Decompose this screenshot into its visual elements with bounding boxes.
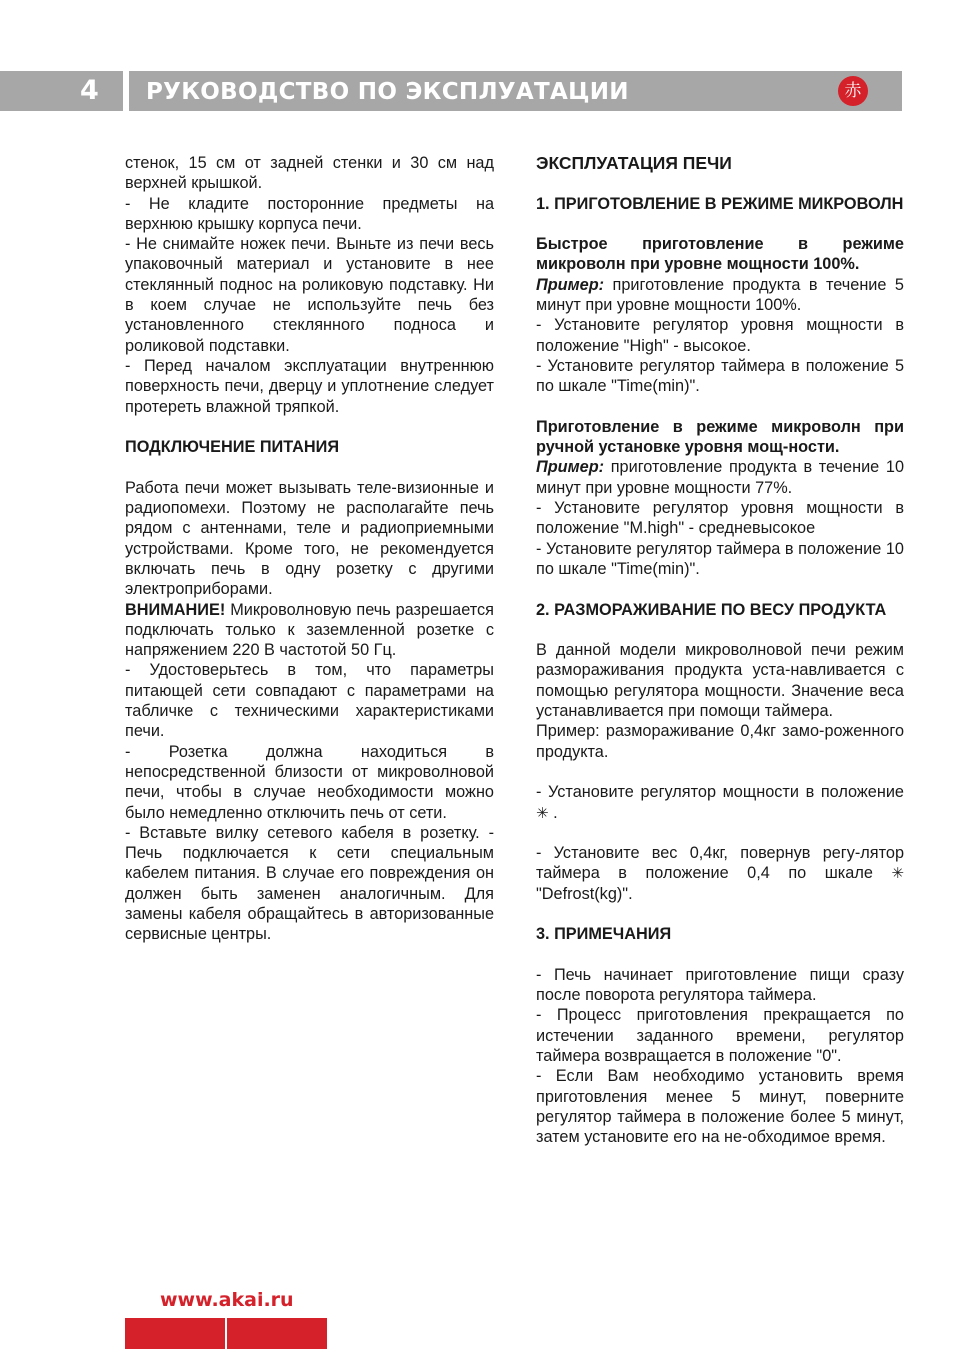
page-title: РУКОВОДСТВО ПО ЭКСПЛУАТАЦИИ bbox=[146, 79, 629, 105]
paragraph: - Установите регулятор уровня мощности в положение "M.high" - средневысокое bbox=[536, 499, 904, 538]
paragraph: - Перед началом эксплуатации внутреннюю поверхность печи, дверцу и уплотнение следует протереть влажной тряпкой. bbox=[125, 356, 494, 416]
paragraph: - Печь начинает приготовление пищи сразу после поворота регулятора таймера. bbox=[536, 965, 904, 1005]
example-label: Пример: bbox=[536, 275, 605, 294]
section-heading-power: ПОДКЛЮЧЕНИЕ ПИТАНИЯ bbox=[125, 438, 340, 457]
paragraph: - Установите регулятор таймера в положение 10 по шкале "Time(min)". bbox=[536, 539, 904, 578]
paragraph: стенок, 15 см от задней стенки и 30 см над верхней крышкой. bbox=[125, 154, 494, 193]
paragraph bbox=[536, 275, 904, 316]
subheading-fast: Быстрое приготовление в режиме микроволн при уровне мощности 100%. bbox=[536, 235, 904, 274]
paragraph bbox=[536, 457, 904, 498]
website-link[interactable]: www.akai.ru bbox=[160, 1289, 294, 1311]
paragraph: - Если Вам необходимо установить время приготовления менее 5 минут, поверните регулятор таймера в положение более 5 минут, затем установите его на не-обходимое время. bbox=[536, 1067, 904, 1147]
example-label: Пример: bbox=[536, 458, 605, 477]
section-heading-notes: 3. ПРИМЕЧАНИЯ bbox=[536, 925, 672, 944]
paragraph bbox=[125, 600, 494, 661]
defrost-icon: ✳ bbox=[891, 864, 904, 883]
subheading-manual: Приготовление в режиме микроволн при ручной установке уровня мощ-ности. bbox=[536, 417, 904, 457]
paragraph: - Не снимайте ножек печи. Выньте из печи весь упаковочный материал и установите в нее стеклянный поднос на роликовую подставку. Ни в коем случае не используйте печь без установленного стеклянного подноса и роликовой подставки. bbox=[125, 235, 494, 355]
paragraph: - Вставьте вилку сетевого кабеля в розетку. - Печь подключается к сети специальным кабелем питания. В случае его повреждения он должен быть заменен аналогичным. Для замены кабеля обращайтесь в авторизованные сервисные центры. bbox=[125, 823, 494, 944]
paragraph: - Не кладите посторонние предметы на верхнюю крышку корпуса печи. bbox=[125, 194, 494, 233]
example-text: приготовление продукта в течение 5 минут при уровне мощности 100%. bbox=[536, 275, 904, 315]
akai-logo-icon: 赤 bbox=[838, 76, 868, 106]
page-header bbox=[0, 71, 902, 111]
paragraph: - Установите регулятор уровня мощности в положение "High" - высокое. bbox=[536, 316, 904, 355]
warning-text: Микроволновую печь разрешается подключать только к заземленной розетке с напряжением 220 В частотой 50 Гц. bbox=[125, 600, 494, 660]
section-heading-microwave: 1. ПРИГОТОВЛЕНИЕ В РЕЖИМЕ МИКРОВОЛН bbox=[536, 194, 904, 213]
header-divider bbox=[123, 71, 129, 111]
section-heading-defrost: 2. РАЗМОРАЖИВАНИЕ ПО ВЕСУ ПРОДУКТА bbox=[536, 600, 887, 619]
footer-bar bbox=[227, 1318, 327, 1349]
defrost-icon: ✳ bbox=[536, 803, 549, 822]
footer-bar bbox=[125, 1318, 225, 1349]
paragraph: - Установите регулятор мощности в положение ✳ . bbox=[536, 783, 904, 822]
paragraph: В данной модели микроволновой печи режим размораживания продукта уста-навливается с помощью регулятора мощности. Значение веса устанавливается при помощи таймера. bbox=[536, 641, 904, 721]
paragraph: - Удостоверьтесь в том, что параметры питающей сети совпадают с параметрами на табличке с техническими характеристиками печи. bbox=[125, 661, 494, 741]
paragraph: - Установите вес 0,4кг, повернув регу-лятор таймера в положение 0,4 по шкале ✳ "Defrost(kg)". bbox=[536, 844, 904, 903]
right-column bbox=[536, 153, 904, 1148]
paragraph: - Установите регулятор таймера в положение 5 по шкале "Time(min)". bbox=[536, 356, 904, 396]
warning-label: ВНИМАНИЕ! bbox=[125, 600, 226, 619]
paragraph: - Розетка должна находиться в непосредственной близости от микроволновой печи, чтобы в случае необходимости можно было немедленно отключить печь от сети. bbox=[125, 742, 494, 822]
example-text: приготовление продукта в течение 10 минут при уровне мощности 77%. bbox=[536, 458, 904, 497]
section-heading-operation: ЭКСПЛУАТАЦИЯ ПЕЧИ bbox=[536, 153, 732, 173]
paragraph: Работа печи может вызывать теле-визионные и радиопомехи. Поэтому не располагайте печь рядом с антеннами, теле и радиоприемными устройствами. Кроме того, не рекомендуется включать печь в одну розетку с другими электроприборами. bbox=[125, 478, 494, 599]
left-column bbox=[125, 153, 494, 945]
paragraph: - Процесс приготовления прекращается по истечении заданного времени, регулятор таймера возвращается в положение "0". bbox=[536, 1006, 904, 1066]
paragraph: Пример: размораживание 0,4кг замо-роженного продукта. bbox=[536, 722, 904, 761]
page-number: 4 bbox=[80, 75, 99, 106]
